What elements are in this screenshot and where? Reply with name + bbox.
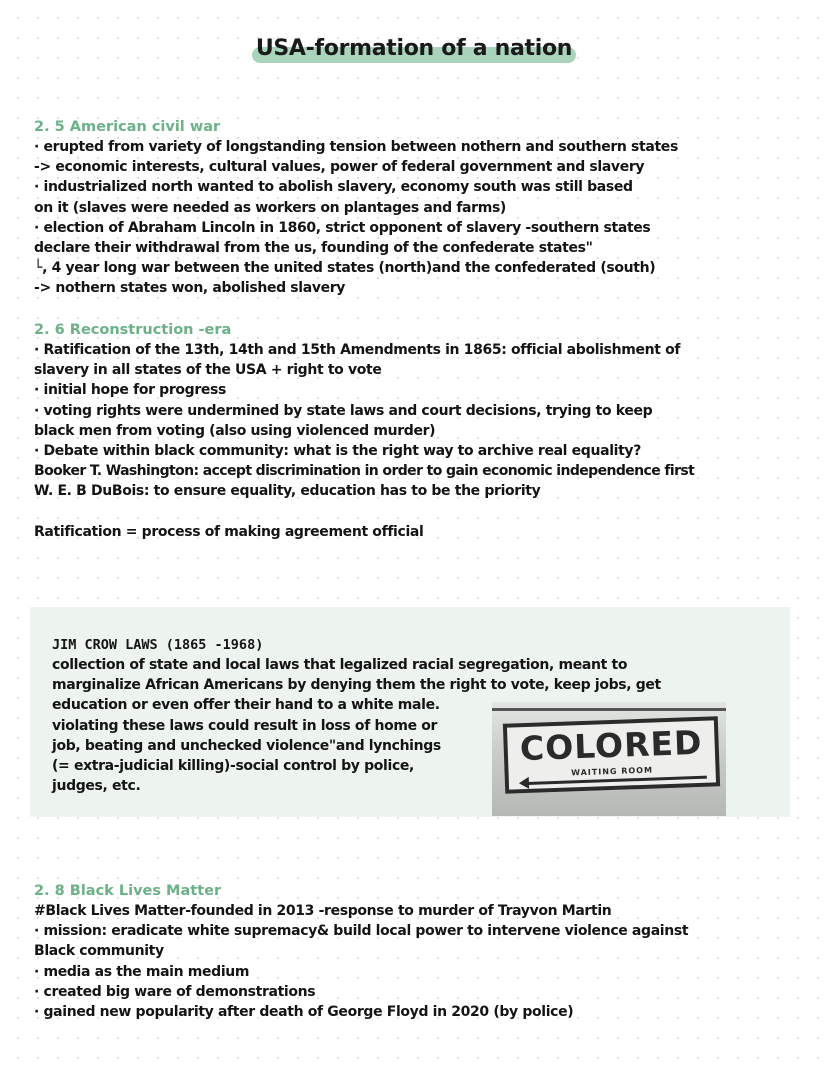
text-line: collection of state and local laws that legalized racial segregation, meant to [52, 657, 628, 673]
text-line: -> economic interests, cultural values, power of federal government and slavery [34, 159, 645, 176]
text-line: marginalize African Americans by denying them the right to vote, keep jobs, get [52, 677, 661, 694]
text-line: · election of Abraham Lincoln in 1860, strict opponent of slavery -southern states [34, 219, 651, 236]
text-line: Black community [34, 943, 164, 960]
title-container [0, 36, 828, 61]
text-line: └, 4 year long war between the united states (north)and the confederated (south) [34, 260, 656, 277]
section-civil-war [34, 117, 814, 299]
text-line: declare their withdrawal from the us, founding of the confederate states" [34, 240, 593, 257]
sign-pole [492, 708, 726, 711]
section-black-lives-matter [34, 881, 814, 1022]
text-line: W. E. B DuBois: to ensure equality, education has to be the priority [34, 483, 541, 500]
section-reconstruction [34, 320, 814, 542]
text-line: on it (slaves were needed as workers on plantages and farms) [34, 199, 506, 216]
text-line: -> nothern states won, abolished slavery [34, 280, 346, 297]
jim-crow-heading: JIM CROW LAWS (1865 -1968) [52, 637, 264, 653]
text-line [34, 502, 814, 522]
text-line: (= extra-judicial killing)-social control by police, [52, 758, 415, 775]
text-line: · erupted from variety of longstanding tension between nothern and southern states [34, 139, 678, 155]
page-title: USA-formation of a nation [250, 36, 578, 61]
text-line: · gained new popularity after death of George Floyd in 2020 (by police) [34, 1004, 574, 1021]
text-line: · Ratification of the 13th, 14th and 15th Amendments in 1865: official abolishment of [34, 342, 681, 358]
text-line: job, beating and unchecked violence"and lynchings [52, 737, 441, 754]
text-line: violating these laws could result in loss of home or [52, 717, 438, 734]
text-line: education or even offer their hand to a white male. [52, 697, 440, 714]
text-line: · initial hope for progress [34, 382, 227, 399]
text-line: · mission: eradicate white supremacy& build local power to intervene violence against [34, 923, 689, 940]
text-line: · industrialized north wanted to abolish slavery, economy south was still based [34, 179, 633, 196]
definition-line: Ratification = process of making agreement official [34, 523, 424, 540]
colored-sign [503, 716, 720, 793]
text-line: Booker T. Washington: accept discrimination in order to gain economic independence first [34, 463, 695, 480]
text-line: judges, etc. [52, 778, 141, 795]
text-line: #Black Lives Matter-founded in 2013 -response to murder of Trayvon Martin [34, 903, 612, 919]
text-line: · created big ware of demonstrations [34, 983, 316, 1000]
text-line: · Debate within black community: what is the right way to archive real equality? [34, 443, 641, 460]
section-heading: 2. 5 American civil war [34, 119, 221, 135]
colored-sign-photo [492, 702, 726, 816]
sign-word: COLORED [519, 722, 704, 769]
sign-subtext: WAITING ROOM [571, 765, 654, 778]
text-line: · media as the main medium [34, 963, 250, 980]
text-line: black men from voting (also using violenced murder) [34, 422, 436, 439]
jim-crow-box [30, 607, 790, 817]
section-heading: 2. 8 Black Lives Matter [34, 883, 222, 899]
text-line: · voting rights were undermined by state laws and court decisions, trying to keep [34, 402, 653, 419]
section-heading: 2. 6 Reconstruction -era [34, 322, 232, 338]
text-line: slavery in all states of the USA + right to vote [34, 362, 382, 379]
